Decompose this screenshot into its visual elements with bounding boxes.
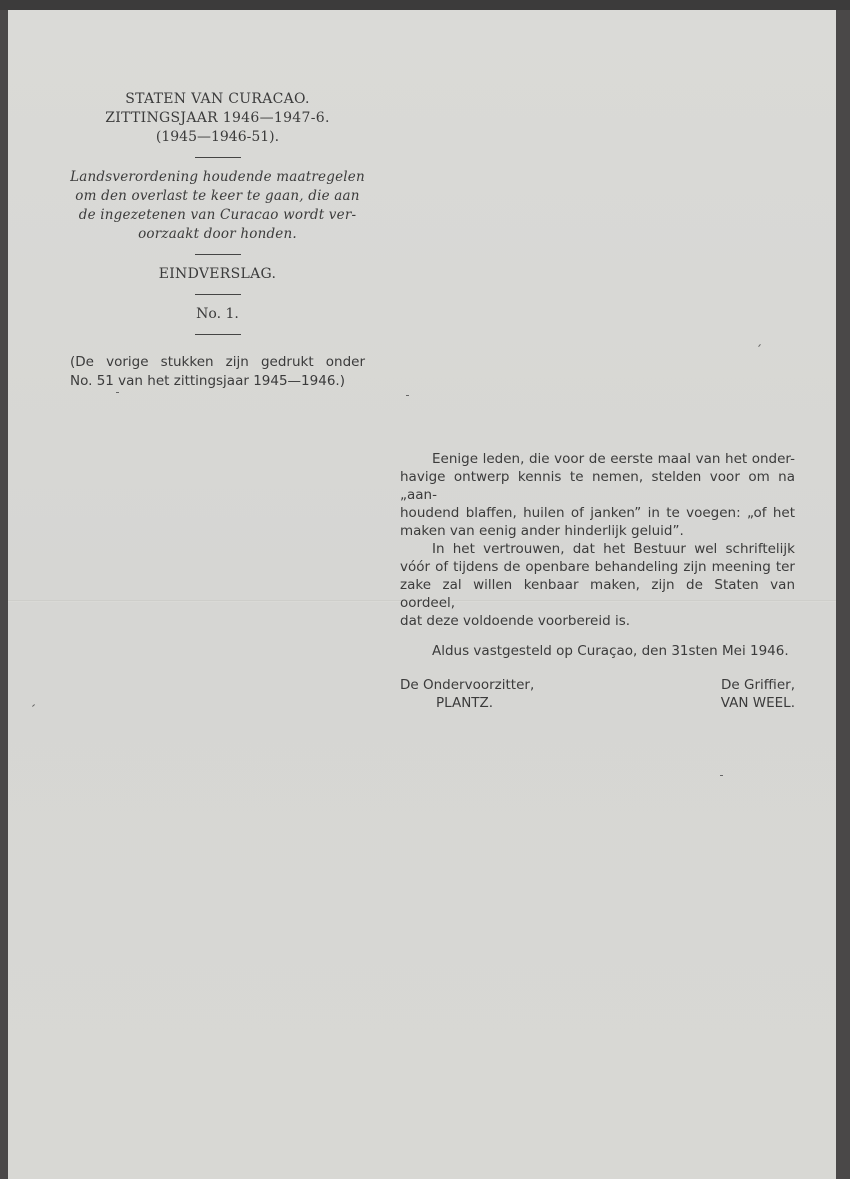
body-line: havige ontwerp kennis te nemen, stelden voor om na „aan- — [400, 469, 795, 503]
body-line: zake zal willen kenbaar maken, zijn de Staten van oordeel, — [400, 577, 795, 611]
subject-line: oorzaakt door honden. — [138, 226, 297, 242]
subject-line: Landsverordening houdende maatregelen — [70, 169, 365, 185]
body-line: Eenige leden, die voor de eerste maal van het onder- — [432, 451, 795, 467]
paper-speck — [406, 395, 409, 396]
signature-vice-chair — [400, 676, 534, 712]
header-line-1: STATEN VAN CURACAO. — [125, 91, 310, 107]
divider — [195, 157, 241, 158]
note-line: No. 51 van het zittingsjaar 1945—1946.) — [70, 373, 345, 389]
title-block — [70, 90, 365, 391]
body-line: vóór of tijdens de openbare behandeling zijn meening ter — [400, 559, 795, 575]
divider — [195, 294, 241, 295]
signature-title: De Ondervoorzitter, — [400, 677, 535, 693]
paper-speck — [720, 775, 723, 776]
divider — [195, 334, 241, 335]
signature-name: VAN WEEL. — [720, 695, 795, 711]
signature-title: De Griffier, — [721, 677, 795, 693]
signature-registrar — [721, 676, 795, 712]
report-body — [400, 450, 795, 712]
closing-line: Aldus vastgesteld op Curaçao, den 31sten Mei 1946. — [432, 643, 789, 659]
paper-speck — [758, 344, 761, 347]
body-line: dat deze voldoende voorbereid is. — [400, 613, 631, 629]
subject-line: de ingezetenen van Curacao wordt ver- — [78, 207, 357, 223]
subject-line: om den overlast te keer te gaan, die aan — [75, 188, 360, 204]
body-line: houdend blaffen, huilen of janken” in te voegen: „of het — [400, 505, 795, 521]
subject-text — [70, 168, 365, 244]
divider — [195, 254, 241, 255]
header-line-2: ZITTINGSJAAR 1946—1947-6. — [105, 110, 330, 126]
paper-speck — [116, 392, 119, 393]
report-type: EINDVERSLAG. — [158, 266, 277, 282]
header-line-3: (1945—1946-51). — [155, 129, 280, 145]
document-page — [8, 10, 836, 1179]
body-line: maken van eenig ander hinderlijk geluid”. — [400, 523, 684, 539]
signature-name: PLANTZ. — [436, 695, 494, 711]
paragraph-1 — [400, 450, 795, 540]
report-number: No. 1. — [196, 306, 239, 322]
previous-documents-note — [70, 353, 365, 391]
signature-block — [400, 676, 795, 712]
paper-speck — [32, 704, 35, 707]
scan-border — [0, 0, 850, 10]
body-line: In het vertrouwen, dat het Bestuur wel schriftelijk — [432, 541, 795, 557]
note-line: (De vorige stukken zijn gedrukt onder — [70, 354, 365, 370]
paragraph-2 — [400, 540, 795, 630]
